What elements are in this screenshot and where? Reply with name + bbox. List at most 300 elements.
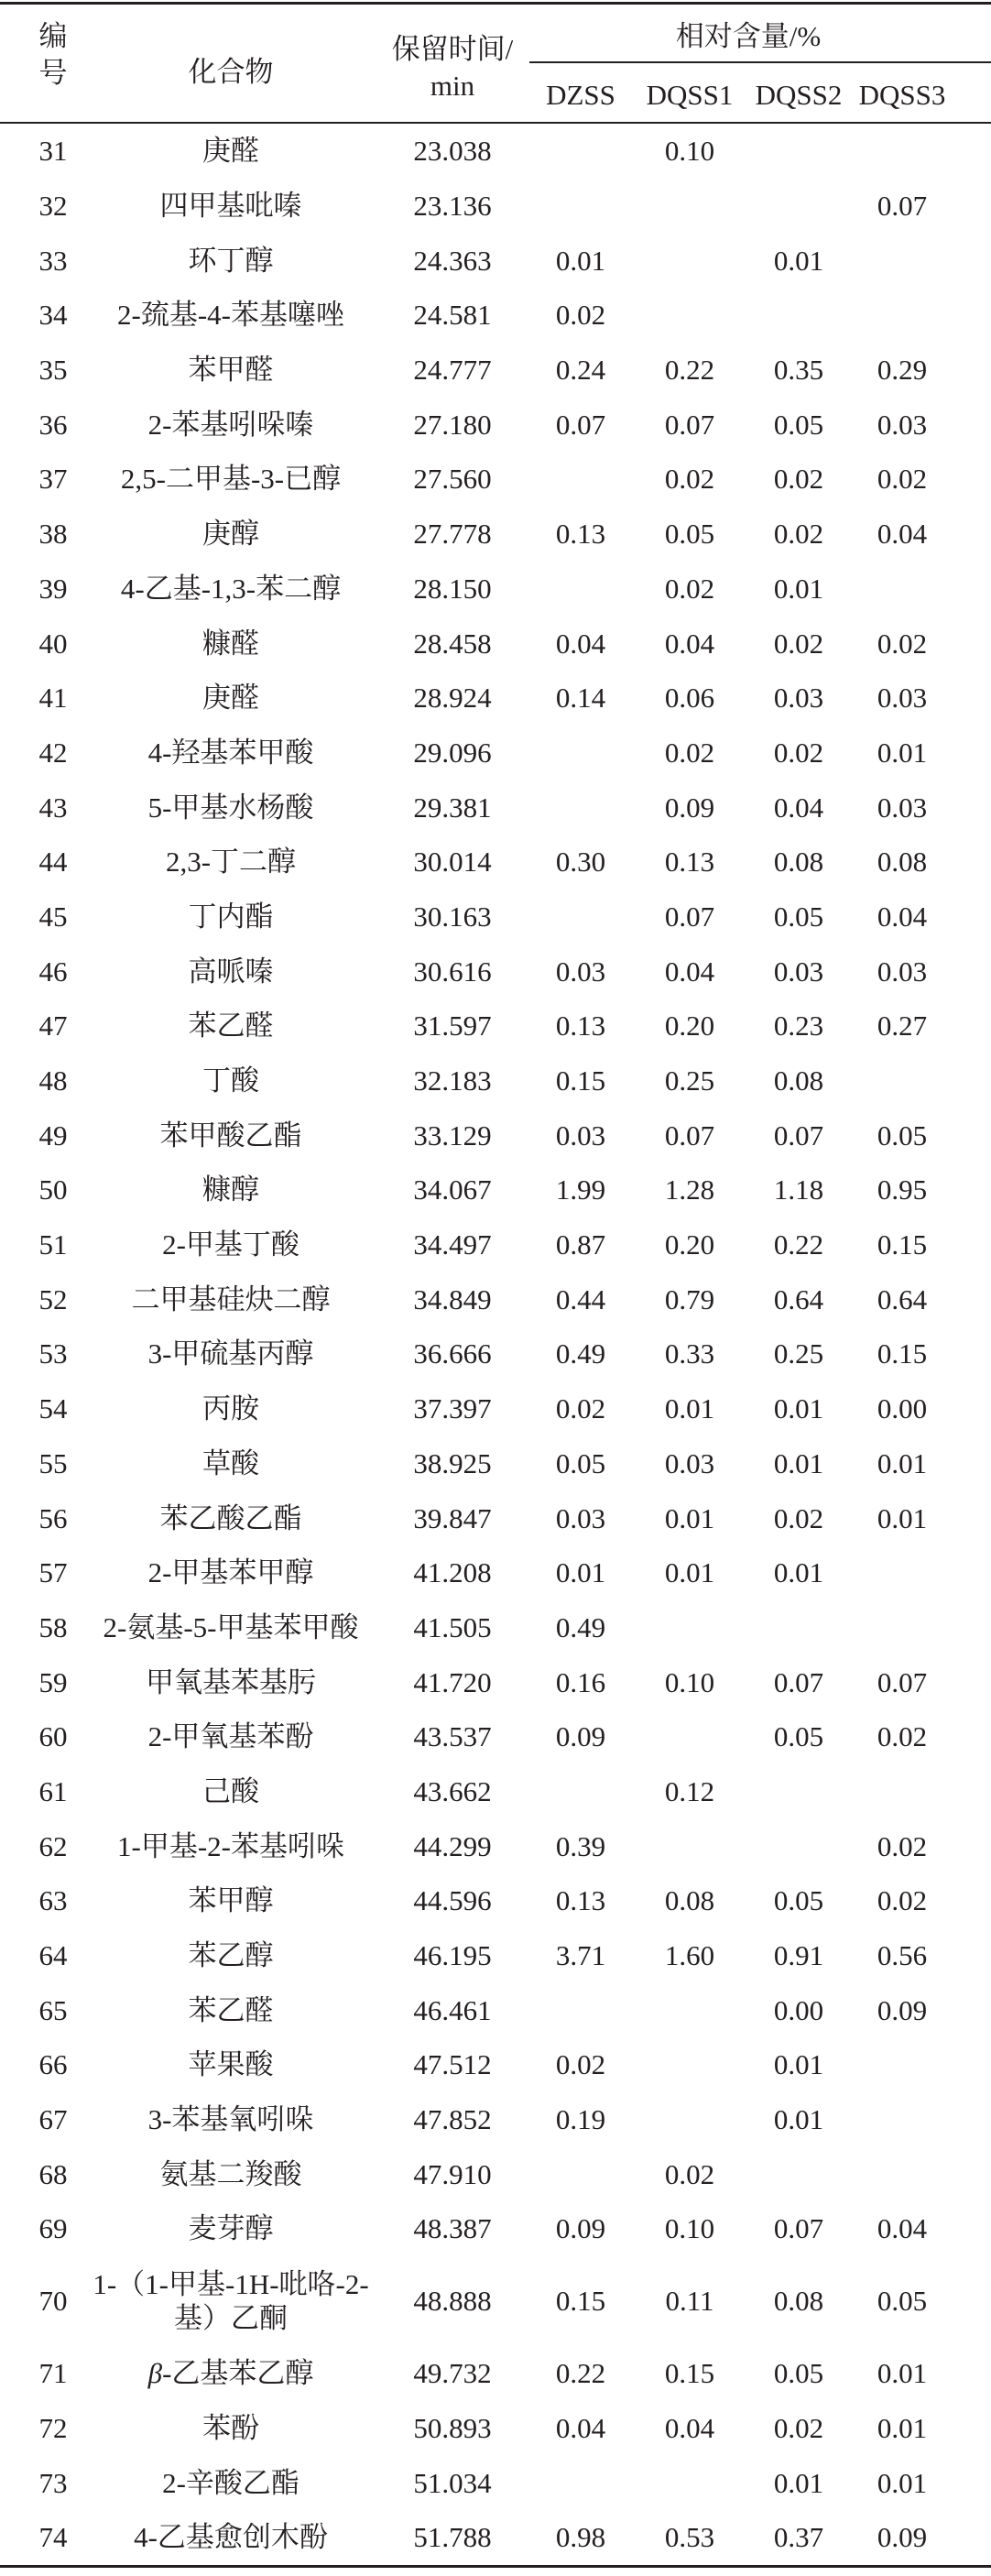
dqss1-value: 0.33 [664, 1337, 715, 1370]
retention-time-value: 49.732 [413, 2357, 492, 2390]
dqss3-value: 0.07 [877, 1665, 928, 1698]
retention-time-value: 41.505 [413, 1610, 492, 1643]
cell-dqss2 [747, 1928, 850, 1983]
cell-dqss3 [850, 780, 991, 835]
dzss-value: 0.03 [555, 1501, 606, 1534]
cell-retention-time [355, 2037, 529, 2092]
col-header-dzss [529, 63, 632, 122]
cell-dqss1 [632, 944, 747, 999]
cell-dqss3 [850, 890, 991, 944]
dqss3-value: 0.09 [877, 2521, 928, 2554]
cell-compound [106, 671, 355, 726]
dzss-value: 0.39 [555, 1829, 606, 1862]
row-number: 47 [38, 1010, 68, 1042]
dqss2-value: 0.02 [773, 2411, 824, 2444]
cell-dzss [529, 1982, 632, 2037]
cell-no [0, 616, 106, 671]
cell-retention-time [355, 233, 529, 288]
retention-time-value: 34.067 [413, 1173, 492, 1206]
cell-dqss2 [747, 616, 850, 671]
cell-dqss2 [747, 1162, 850, 1217]
cell-no [0, 1545, 106, 1600]
cell-compound [106, 507, 355, 562]
retention-time-value: 31.597 [413, 1010, 492, 1042]
cell-retention-time [355, 1764, 529, 1819]
cell-compound [106, 1982, 355, 2037]
cell-dqss2 [747, 397, 850, 452]
row-number: 58 [38, 1610, 68, 1643]
cell-no [0, 1162, 106, 1217]
table-row [0, 2256, 991, 2346]
row-number: 72 [38, 2411, 68, 2444]
dqss3-value: 0.27 [877, 1010, 928, 1042]
dqss3-value: 0.01 [877, 2466, 928, 2499]
row-number: 42 [38, 736, 68, 769]
row-number: 32 [38, 190, 68, 223]
retention-time-value: 23.038 [413, 135, 492, 168]
dqss3-value: 0.08 [877, 846, 928, 879]
cell-compound [106, 944, 355, 999]
dqss1-value: 0.06 [664, 682, 715, 715]
cell-dqss1 [632, 1381, 747, 1436]
compound-name: 5-甲基水杨酸 [147, 791, 314, 824]
dqss2-value: 0.37 [773, 2521, 824, 2554]
cell-dqss3 [850, 1928, 991, 1983]
cell-compound [106, 1326, 355, 1381]
dqss2-value: 0.35 [773, 354, 824, 387]
row-number: 36 [38, 408, 68, 441]
cell-dzss [529, 1436, 632, 1491]
cell-dqss2 [747, 1545, 850, 1600]
dqss2-value: 0.08 [773, 2285, 824, 2318]
cell-dqss3 [850, 2201, 991, 2256]
row-number: 35 [38, 354, 68, 387]
cell-retention-time [355, 726, 529, 780]
dqss3-value: 0.01 [877, 1501, 928, 1534]
row-number: 44 [38, 846, 68, 879]
cell-compound [106, 1709, 355, 1764]
row-number: 50 [38, 1173, 68, 1206]
cell-dqss1 [632, 1490, 747, 1545]
row-number: 31 [38, 135, 68, 168]
cell-dzss [529, 1108, 632, 1162]
cell-dzss [529, 2037, 632, 2092]
cell-dzss [529, 1053, 632, 1108]
cell-compound [106, 780, 355, 835]
cell-dqss2 [747, 2201, 850, 2256]
cell-dqss1 [632, 1272, 747, 1326]
cell-dqss3 [850, 507, 991, 562]
retention-time-value: 34.497 [413, 1228, 492, 1261]
cell-dqss1 [632, 1108, 747, 1162]
cell-dqss1 [632, 562, 747, 617]
dzss-value: 0.49 [555, 1337, 606, 1370]
cell-dzss [529, 2401, 632, 2456]
row-number: 60 [38, 1720, 68, 1753]
retention-time-value: 24.581 [413, 299, 492, 332]
cell-dqss1 [632, 233, 747, 288]
compound-name: 糠醛 [202, 627, 259, 660]
retention-time-value: 46.461 [413, 1993, 492, 2026]
cell-no [0, 1709, 106, 1764]
retention-time-value: 43.537 [413, 1720, 492, 1753]
cell-dqss2 [747, 233, 850, 288]
cell-dqss2 [747, 944, 850, 999]
cell-no [0, 2510, 106, 2565]
row-number: 70 [38, 2285, 68, 2318]
cell-dzss [529, 1873, 632, 1928]
row-number: 64 [38, 1939, 68, 1972]
retention-time-value: 34.849 [413, 1283, 492, 1315]
cell-dqss1 [632, 2201, 747, 2256]
cell-dqss3 [850, 2037, 991, 2092]
dzss-value: 0.19 [555, 2103, 606, 2136]
dqss1-value: 0.13 [664, 846, 715, 879]
retention-time-value: 47.910 [413, 2157, 492, 2190]
retention-time-value: 41.208 [413, 1556, 492, 1589]
dzss-value: 0.04 [555, 627, 606, 660]
dqss3-value: 0.09 [877, 1993, 928, 2026]
table-row [0, 1818, 991, 1873]
cell-compound [106, 397, 355, 452]
col-header-sample-label: DQSS2 [755, 79, 843, 111]
dzss-value: 0.02 [555, 2048, 606, 2081]
table-row [0, 288, 991, 343]
cell-dqss1 [632, 2256, 747, 2346]
cell-dzss [529, 999, 632, 1053]
cell-dqss1 [632, 1928, 747, 1983]
cell-dzss [529, 452, 632, 507]
dzss-value: 0.09 [555, 1720, 606, 1753]
col-group-header-relative-content [529, 5, 991, 61]
cell-compound [106, 1053, 355, 1108]
cell-dqss3 [850, 1818, 991, 1873]
dqss3-value: 0.03 [877, 408, 928, 441]
dqss3-value: 0.01 [877, 2411, 928, 2444]
cell-dqss2 [747, 671, 850, 726]
dqss1-value: 0.01 [664, 1501, 715, 1534]
cell-compound [106, 124, 355, 179]
table-row [0, 1600, 991, 1655]
cell-no [0, 124, 106, 179]
row-number: 51 [38, 1228, 68, 1261]
compound-name: β-乙基苯乙醇 [147, 2357, 314, 2390]
cell-dzss [529, 1326, 632, 1381]
dqss3-value: 0.95 [877, 1173, 928, 1206]
retention-time-value: 24.363 [413, 244, 492, 277]
dzss-value: 0.03 [555, 1119, 606, 1152]
cell-compound [106, 1490, 355, 1545]
dqss3-value: 0.04 [877, 2212, 928, 2245]
compound-name: 4-乙基-1,3-苯二醇 [120, 572, 342, 605]
compound-name: 丙胺 [202, 1392, 259, 1425]
cell-dzss [529, 2146, 632, 2201]
cell-dqss3 [850, 124, 991, 179]
cell-dzss [529, 1709, 632, 1764]
row-number: 59 [38, 1665, 68, 1698]
cell-dqss2 [747, 2092, 850, 2147]
cell-compound [93, 2256, 369, 2346]
dzss-value: 0.15 [555, 2285, 606, 2318]
table-row [0, 1162, 991, 1217]
row-number: 61 [38, 1774, 68, 1807]
table-row [0, 2146, 991, 2201]
dzss-value: 0.15 [555, 1064, 606, 1097]
table-row [0, 507, 991, 562]
cell-no [0, 1272, 106, 1326]
cell-retention-time [355, 452, 529, 507]
dqss2-value: 0.64 [773, 1283, 824, 1315]
dqss1-value: 1.60 [664, 1939, 715, 1972]
cell-dzss [529, 780, 632, 835]
compound-name: 己酸 [202, 1774, 259, 1807]
row-number: 48 [38, 1064, 68, 1097]
dqss3-value: 0.04 [877, 900, 928, 933]
cell-retention-time [355, 1108, 529, 1162]
compound-name: 糠醇 [202, 1173, 259, 1206]
col-header-retention-time-label: 保留时间/ min [391, 32, 514, 102]
retention-time-value: 29.381 [413, 791, 492, 824]
cell-dqss2 [747, 1709, 850, 1764]
col-header-sample-label: DQSS1 [646, 79, 734, 111]
cell-dqss1 [632, 1709, 747, 1764]
row-number: 56 [38, 1501, 68, 1534]
cell-retention-time [355, 1818, 529, 1873]
cell-retention-time [355, 835, 529, 890]
cell-dqss1 [632, 179, 747, 234]
cell-compound [106, 835, 355, 890]
cell-no [0, 1490, 106, 1545]
cell-retention-time [355, 1982, 529, 2037]
dzss-value: 0.87 [555, 1228, 606, 1261]
cell-compound [106, 1545, 355, 1600]
cell-dqss3 [850, 1873, 991, 1928]
row-number: 39 [38, 572, 68, 605]
table-row [0, 1928, 991, 1983]
dqss2-value: 0.03 [773, 955, 824, 988]
cell-compound [103, 1600, 359, 1655]
compound-name: 草酸 [202, 1446, 259, 1479]
dzss-value: 0.13 [555, 518, 606, 551]
cell-retention-time [355, 124, 529, 179]
cell-dqss1 [632, 616, 747, 671]
cell-dzss [529, 397, 632, 452]
cell-dqss3 [850, 1381, 991, 1436]
table-row [0, 1873, 991, 1928]
compound-name: 苯甲酸乙酯 [159, 1119, 302, 1152]
cell-dqss2 [747, 1764, 850, 1819]
dqss2-value: 0.91 [773, 1939, 824, 1972]
cell-no [0, 2201, 106, 2256]
cell-dqss3 [850, 835, 991, 890]
dzss-value: 0.13 [555, 1884, 606, 1917]
cell-no [0, 2092, 106, 2147]
col-header-compound [106, 5, 355, 122]
cell-compound [106, 1272, 355, 1326]
dqss2-value: 0.02 [773, 627, 824, 660]
dqss3-value: 0.02 [877, 627, 928, 660]
retention-time-value: 48.387 [413, 2212, 492, 2245]
dqss1-value: 0.79 [664, 1283, 715, 1315]
retention-time-value: 51.788 [413, 2521, 492, 2554]
cell-retention-time [355, 1490, 529, 1545]
cell-retention-time [355, 562, 529, 617]
cell-dqss1 [632, 726, 747, 780]
cell-no [0, 397, 106, 452]
dqss2-value: 0.01 [773, 2048, 824, 2081]
cell-dzss [529, 1764, 632, 1819]
cell-dqss1 [632, 1162, 747, 1217]
cell-no [0, 1436, 106, 1491]
cell-no [0, 2256, 106, 2346]
retention-time-value: 30.163 [413, 900, 492, 933]
cell-compound [106, 1108, 355, 1162]
cell-dzss [529, 1381, 632, 1436]
dqss2-value: 0.02 [773, 736, 824, 769]
cell-retention-time [355, 2256, 529, 2346]
dqss3-value: 0.04 [877, 518, 928, 551]
cell-dqss3 [850, 343, 991, 398]
compound-name: 四甲基吡嗪 [159, 190, 302, 223]
cell-dqss1 [632, 1217, 747, 1272]
dqss2-value: 0.08 [773, 846, 824, 879]
cell-dqss3 [850, 1545, 991, 1600]
retention-time-value: 38.925 [413, 1446, 492, 1479]
cell-compound [106, 2146, 355, 2201]
cell-dzss [529, 288, 632, 343]
retention-time-value: 33.129 [413, 1119, 492, 1152]
cell-dqss2 [747, 2346, 850, 2401]
cell-dqss2 [747, 2037, 850, 2092]
dqss3-value: 0.02 [877, 1884, 928, 1917]
table-row [0, 1709, 991, 1764]
compound-name: 2-辛酸乙酯 [162, 2466, 299, 2499]
cell-no [0, 452, 106, 507]
cell-retention-time [355, 1709, 529, 1764]
table-row [0, 835, 991, 890]
cell-dqss3 [850, 999, 991, 1053]
cell-no [0, 1217, 106, 1272]
cell-retention-time [355, 1600, 529, 1655]
data-table [0, 2, 991, 2568]
cell-no [0, 1982, 106, 2037]
retention-time-value: 51.034 [413, 2466, 492, 2499]
dqss1-value: 0.04 [664, 2411, 715, 2444]
cell-no [0, 944, 106, 999]
cell-dzss [529, 2092, 632, 2147]
cell-no [0, 1654, 106, 1709]
retention-time-value: 39.847 [413, 1501, 492, 1534]
retention-time-value: 27.778 [413, 518, 492, 551]
cell-dqss3 [850, 288, 991, 343]
cell-compound [106, 1928, 355, 1983]
dqss3-value: 0.05 [877, 2285, 928, 2318]
cell-dqss2 [747, 179, 850, 234]
cell-no [0, 507, 106, 562]
dzss-value: 0.24 [555, 354, 606, 387]
compound-name: 苹果酸 [188, 2048, 274, 2081]
cell-no [0, 780, 106, 835]
cell-dzss [529, 671, 632, 726]
retention-time-value: 43.662 [413, 1774, 492, 1807]
cell-dqss3 [850, 1600, 991, 1655]
cell-no [0, 233, 106, 288]
cell-no [0, 2037, 106, 2092]
col-header-no-label: 编号 [38, 19, 68, 89]
cell-retention-time [355, 1272, 529, 1326]
table-row [0, 1381, 991, 1436]
dqss1-value: 0.25 [664, 1064, 715, 1097]
cell-retention-time [355, 1654, 529, 1709]
cell-retention-time [355, 2146, 529, 2201]
cell-dqss2 [747, 835, 850, 890]
dqss1-value: 0.10 [664, 2212, 715, 2245]
row-number: 37 [38, 463, 68, 496]
dqss1-value: 0.10 [664, 135, 715, 168]
row-number: 41 [38, 682, 68, 715]
row-number: 73 [38, 2466, 68, 2499]
cell-compound [106, 2037, 355, 2092]
row-number: 71 [38, 2357, 68, 2390]
cell-retention-time [355, 1436, 529, 1491]
cell-dqss1 [632, 507, 747, 562]
compound-name: 二甲基硅炔二醇 [131, 1283, 331, 1315]
cell-retention-time [355, 2401, 529, 2456]
row-number: 40 [38, 627, 68, 660]
cell-dzss [529, 2201, 632, 2256]
row-number: 65 [38, 1993, 68, 2026]
cell-compound [106, 2201, 355, 2256]
cell-compound [106, 726, 355, 780]
dqss1-value: 0.08 [664, 1884, 715, 1917]
compound-name: 3-苯基氧吲哚 [147, 2103, 314, 2136]
retention-time-value: 48.888 [413, 2285, 492, 2318]
dqss2-value: 0.07 [773, 2212, 824, 2245]
col-header-dqss3 [850, 63, 991, 122]
retention-time-value: 30.014 [413, 846, 492, 879]
cell-no [0, 999, 106, 1053]
table-row [0, 2401, 991, 2456]
row-number: 38 [38, 518, 68, 551]
cell-compound [106, 1764, 355, 1819]
retention-time-value: 36.666 [413, 1337, 492, 1370]
cell-dqss2 [747, 2455, 850, 2510]
dzss-value: 0.03 [555, 955, 606, 988]
retention-time-value: 32.183 [413, 1064, 492, 1097]
cell-dqss3 [850, 1764, 991, 1819]
dqss1-value: 0.02 [664, 463, 715, 496]
cell-dqss2 [747, 1818, 850, 1873]
cell-dqss2 [747, 1982, 850, 2037]
cell-no [0, 343, 106, 398]
table-row [0, 2201, 991, 2256]
dzss-value: 1.99 [555, 1173, 606, 1206]
compound-name: 庚醛 [202, 682, 259, 715]
cell-dqss1 [632, 1818, 747, 1873]
dzss-value: 0.14 [555, 682, 606, 715]
col-header-compound-label: 化合物 [188, 55, 274, 88]
row-number: 33 [38, 244, 68, 277]
retention-time-value: 27.180 [413, 408, 492, 441]
cell-compound [106, 1217, 355, 1272]
dzss-value: 0.04 [555, 2411, 606, 2444]
cell-no [0, 835, 106, 890]
cell-dqss3 [850, 671, 991, 726]
cell-dzss [529, 507, 632, 562]
compound-name: 苯乙醛 [188, 1010, 274, 1042]
dqss1-value: 0.09 [664, 791, 715, 824]
compound-name: 高哌嗪 [188, 955, 274, 988]
